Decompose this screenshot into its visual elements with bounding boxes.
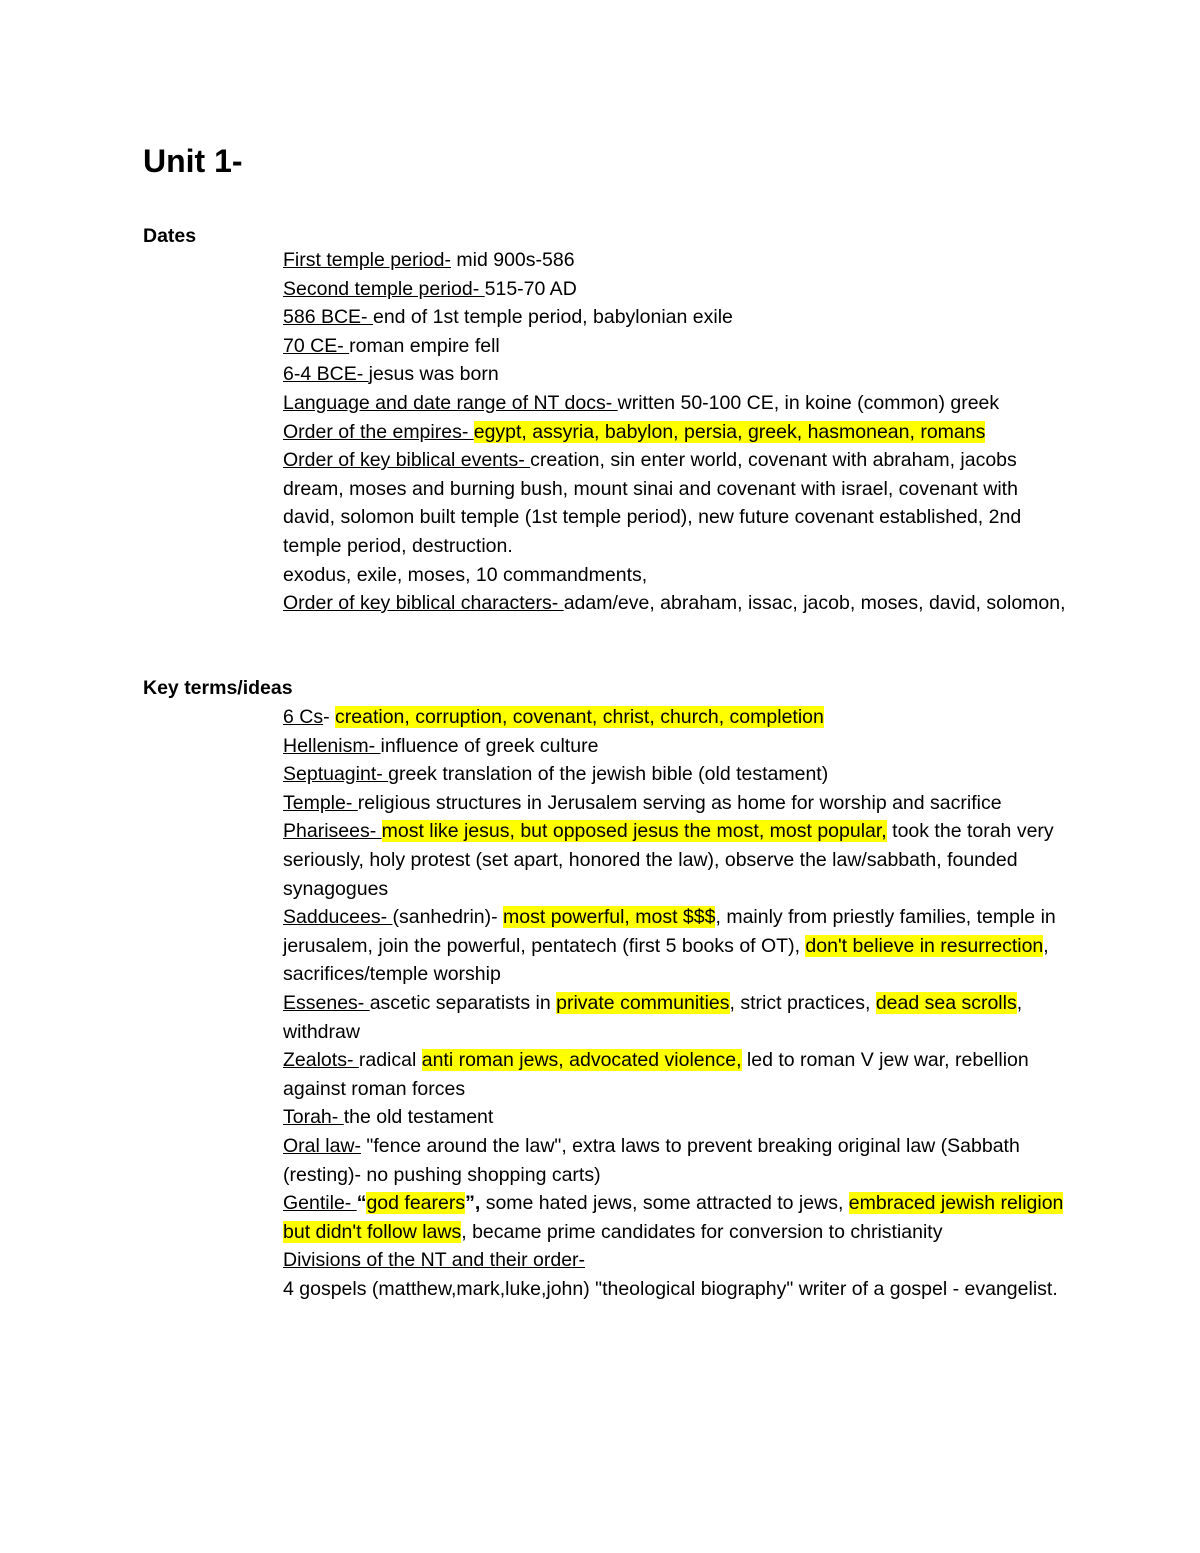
bold-quote: “: [356, 1192, 367, 1215]
entry-text: the old testament: [343, 1106, 494, 1129]
key-terms-list: [283, 703, 1073, 1303]
entry-text: , mainly from priestly families, temple in jerusalem, join the powerful, pentatech (first 5 books of OT),: [283, 906, 1056, 957]
entry-text: exodus, exile, moses, 10 commandments,: [283, 563, 648, 586]
term-label: Septuagint-: [283, 763, 389, 786]
term-label: Gentile-: [283, 1192, 357, 1215]
entry-text: (sanhedrin)-: [392, 906, 504, 929]
term-label: Torah-: [283, 1106, 344, 1129]
entry: [283, 789, 1073, 818]
entry: [283, 275, 1073, 304]
term-label: Second temple period-: [283, 277, 485, 300]
entry-text: , sacrifices/temple worship: [283, 934, 1049, 986]
entry-text: adam/eve, abraham, issac, jacob, moses, david, solomon,: [563, 592, 1066, 615]
entry: [283, 989, 1073, 1046]
entry: [283, 303, 1073, 332]
entry: [283, 561, 1073, 590]
term-label: Divisions of the NT and their order-: [283, 1249, 586, 1272]
highlighted-text: god fearers: [366, 1192, 466, 1215]
entry-text: end of 1st temple period, babylonian exile: [372, 306, 733, 329]
entry: [283, 389, 1073, 418]
bold-quote: ”,: [465, 1192, 481, 1215]
entry-text: , became prime candidates for conversion to christianity: [461, 1220, 943, 1243]
highlighted-text: anti roman jews, advocated violence,: [421, 1049, 742, 1072]
term-label: Zealots-: [283, 1049, 359, 1072]
page-title: Unit 1-: [143, 143, 243, 179]
term-label: First temple period-: [283, 249, 451, 271]
entry-text: written 50-100 CE, in koine (common) greek: [617, 391, 1000, 414]
entry: [283, 446, 1073, 560]
entry-text: greek translation of the jewish bible (old testament): [388, 763, 829, 786]
term-label: Sadducees-: [283, 906, 393, 929]
highlighted-text: embraced jewish religion but didn't follow laws: [283, 1192, 1064, 1243]
entry: [283, 1046, 1073, 1103]
entry-text: ascetic separatists in: [369, 991, 557, 1014]
entry: [283, 360, 1073, 389]
entry: [283, 1275, 1073, 1304]
term-label: Temple-: [283, 791, 358, 814]
entry-text: religious structures in Jerusalem serving as home for worship and sacrifice: [357, 791, 1002, 814]
term-label: Essenes-: [283, 991, 370, 1014]
entry: [283, 589, 1073, 618]
entry-text: mid 900s-586: [450, 249, 575, 271]
term-label: Oral law-: [283, 1134, 362, 1157]
highlighted-text: most powerful, most $$$: [503, 906, 716, 929]
entry: [283, 1103, 1073, 1132]
term-label: 6 Cs: [283, 706, 324, 728]
entry-text: -: [323, 706, 336, 728]
entry: [283, 703, 1073, 732]
highlighted-text: egypt, assyria, babylon, persia, greek, hasmonean, romans: [473, 420, 986, 443]
entry: [283, 418, 1073, 447]
entry: [283, 332, 1073, 361]
entry-text: some hated jews, some attracted to jews,: [480, 1192, 849, 1215]
entry-text: radical: [358, 1049, 422, 1072]
entry: [283, 1132, 1073, 1189]
entry-text: influence of greek culture: [380, 734, 599, 757]
entry-text: took the torah very seriously, holy protest (set apart, honored the law), observe the law/sabbath, founded synagogues: [283, 820, 1054, 900]
entry-text: jesus was born: [368, 363, 499, 386]
term-label: 70 CE-: [283, 334, 350, 357]
entry-text: 515-70 AD: [484, 277, 577, 300]
entry: [283, 760, 1073, 789]
entry-text: , withdraw: [283, 991, 1023, 1043]
entry-text: "fence around the law", extra laws to prevent breaking original law (Sabbath (resting)- no pushing shopping carts): [283, 1134, 1020, 1186]
term-label: 6-4 BCE-: [283, 363, 369, 386]
term-label: Language and date range of NT docs-: [283, 391, 618, 414]
entry: [283, 732, 1073, 761]
term-label: Hellenism-: [283, 734, 381, 757]
highlighted-text: most like jesus, but opposed jesus the most, most popular,: [381, 820, 887, 843]
term-label: Order of the empires-: [283, 420, 474, 443]
term-label: Order of key biblical characters-: [283, 592, 564, 615]
highlighted-text: don't believe in resurrection: [805, 934, 1044, 957]
highlighted-text: creation, corruption, covenant, christ, church, completion: [335, 706, 824, 728]
entry-text: 4 gospels (matthew,mark,luke,john) "theological biography" writer of a gospel - evangelist.: [283, 1277, 1058, 1300]
entry: [283, 1189, 1073, 1246]
term-label: Order of key biblical events-: [283, 449, 531, 472]
entry-text: creation, sin enter world, covenant with abraham, jacobs dream, moses and burning bush, mount sinai and covenant with israel, covenant with david, solomon built temple (1st temple period), new future covenant established, 2nd temple period, destruction.: [283, 449, 1022, 557]
entry: [283, 246, 1073, 275]
dates-list: [283, 246, 1073, 618]
entry: [283, 1246, 1073, 1275]
entry: [283, 903, 1073, 989]
section-heading-dates: Dates: [143, 225, 197, 247]
highlighted-text: private communities: [556, 991, 730, 1014]
entry: [283, 817, 1073, 903]
section-heading-key-terms: Key terms/ideas: [143, 677, 293, 699]
highlighted-text: dead sea scrolls: [875, 991, 1017, 1014]
term-label: 586 BCE-: [283, 306, 373, 329]
entry-text: led to roman V jew war, rebellion against roman forces: [283, 1049, 1029, 1100]
term-label: Pharisees-: [283, 820, 382, 843]
entry-text: , strict practices,: [729, 991, 876, 1014]
entry-text: roman empire fell: [349, 334, 500, 357]
